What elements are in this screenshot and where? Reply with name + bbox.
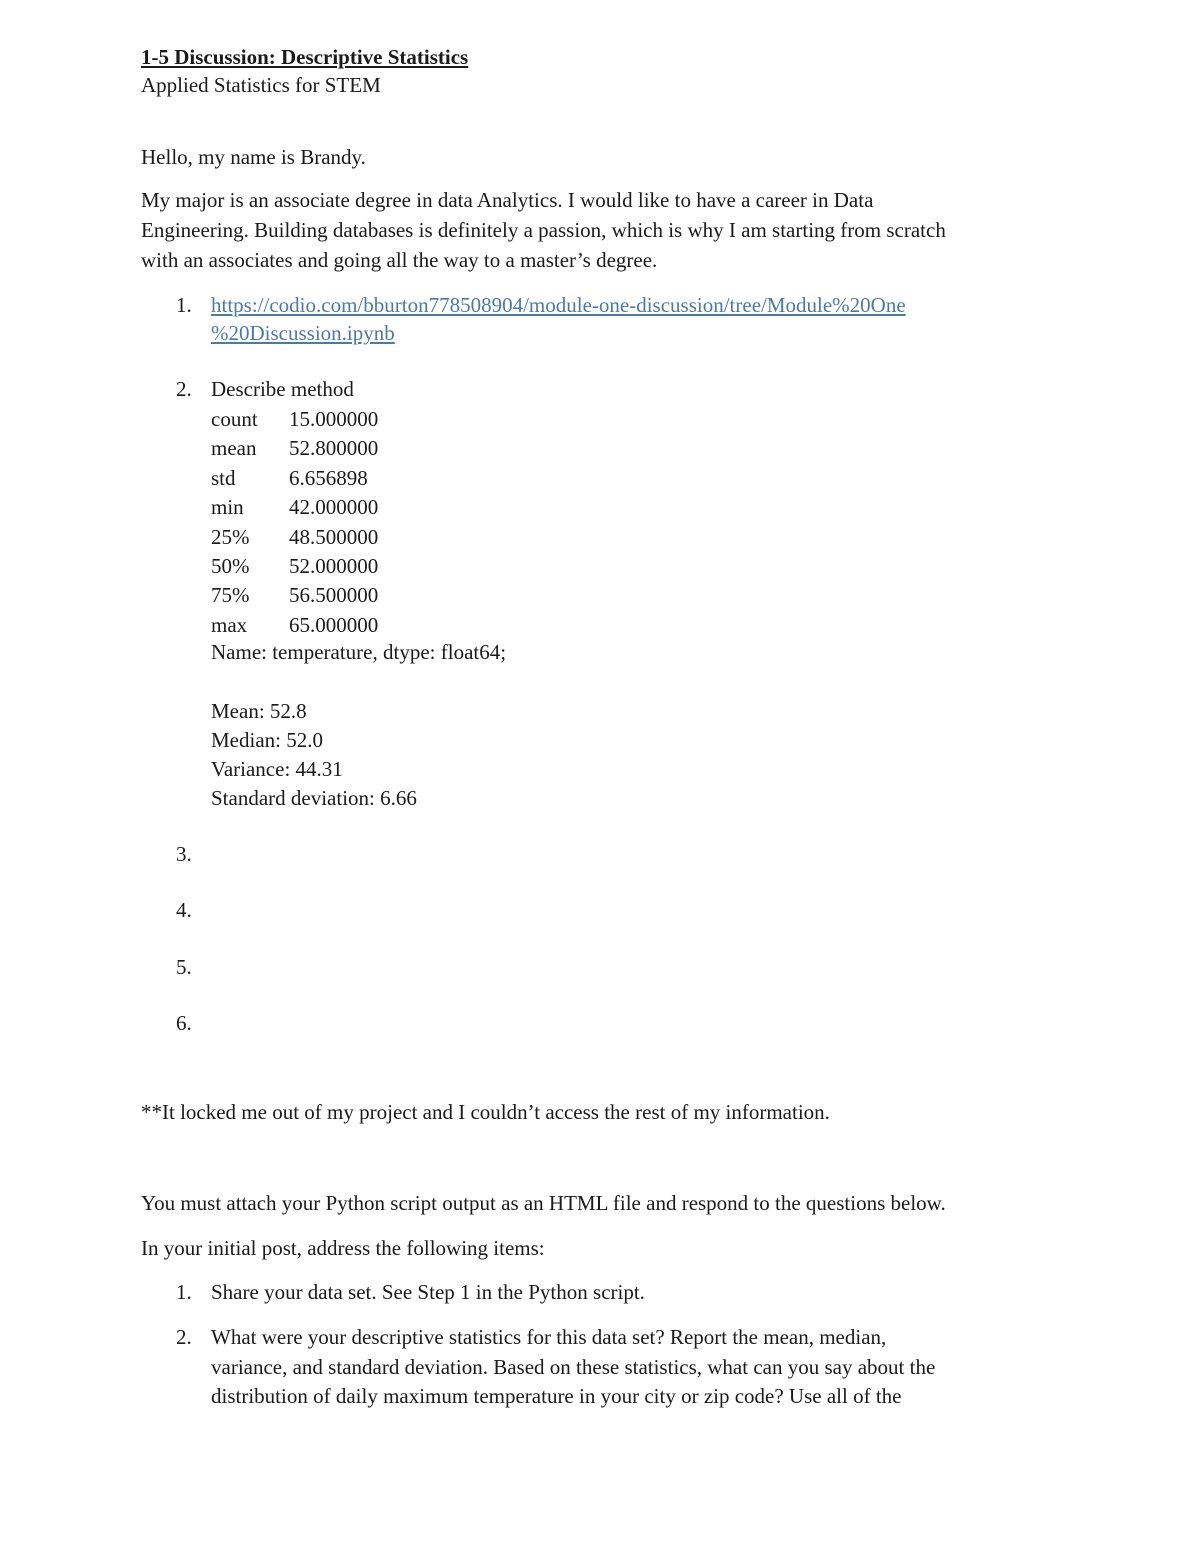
bio-line-3: with an associates and going all the way to a master’s degree.: [141, 248, 658, 272]
instruction-number-1: 1.: [176, 1280, 192, 1304]
document-title: 1-5 Discussion: Descriptive Statistics: [141, 45, 469, 69]
stat-key: std: [211, 466, 236, 490]
stat-value: 56.500000: [289, 583, 379, 607]
instruction-item-2-line-3: distribution of daily maximum temperature in your city or zip code? Use all of the: [211, 1384, 902, 1408]
lockout-note: **It locked me out of my project and I couldn’t access the rest of my information.: [141, 1100, 830, 1124]
stat-key: 75%: [211, 583, 250, 607]
stat-key: mean: [211, 436, 257, 460]
notebook-link[interactable]: [211, 295, 906, 316]
instructions-line-1: You must attach your Python script output as an HTML file and respond to the questions below.: [141, 1191, 946, 1215]
instruction-item-2-line-2: variance, and standard deviation. Based on these statistics, what can you say about the: [211, 1355, 936, 1379]
stat-value: 6.656898: [289, 466, 368, 490]
variance-line: Variance: 44.31: [211, 757, 343, 781]
stat-row: [211, 409, 378, 430]
stat-value: 48.500000: [289, 525, 379, 549]
stat-row: [211, 468, 368, 489]
greeting-text: Hello, my name is Brandy.: [141, 145, 366, 169]
stat-key: 25%: [211, 525, 250, 549]
list-number-3: 3.: [176, 842, 192, 866]
list-number-6: 6.: [176, 1011, 192, 1035]
stat-value: 52.000000: [289, 554, 379, 578]
stat-row: [211, 615, 378, 636]
stat-key: 50%: [211, 554, 250, 578]
describe-heading: Describe method: [211, 377, 354, 401]
notebook-link-line-1[interactable]: https://codio.com/bburton778508904/module-one-discussion/tree/Module%20One: [211, 293, 906, 317]
stat-row: [211, 585, 378, 606]
instruction-number-2: 2.: [176, 1325, 192, 1349]
stat-key: min: [211, 495, 244, 519]
list-number-5: 5.: [176, 955, 192, 979]
stat-row: [211, 527, 378, 548]
notebook-link-line-2[interactable]: %20Discussion.ipynb: [211, 321, 395, 345]
stat-row: [211, 438, 378, 459]
median-line: Median: 52.0: [211, 728, 323, 752]
list-number-1: 1.: [176, 293, 192, 317]
stat-value: 15.000000: [289, 407, 379, 431]
instruction-item-1: Share your data set. See Step 1 in the Python script.: [211, 1280, 645, 1304]
stat-row: [211, 497, 378, 518]
list-number-2: 2.: [176, 377, 192, 401]
dtype-line: Name: temperature, dtype: float64;: [211, 640, 507, 664]
stddev-line: Standard deviation: 6.66: [211, 786, 417, 810]
stat-key: count: [211, 407, 258, 431]
stat-row: [211, 556, 378, 577]
stat-value: 52.800000: [289, 436, 379, 460]
list-number-4: 4.: [176, 898, 192, 922]
bio-line-2: Engineering. Building databases is definitely a passion, which is why I am starting from scratch: [141, 218, 946, 242]
stat-key: max: [211, 613, 248, 637]
stat-value: 42.000000: [289, 495, 379, 519]
bio-line-1: My major is an associate degree in data Analytics. I would like to have a career in Data: [141, 188, 874, 212]
instructions-line-2: In your initial post, address the following items:: [141, 1236, 545, 1260]
stat-value: 65.000000: [289, 613, 379, 637]
document-subtitle: Applied Statistics for STEM: [141, 73, 381, 97]
notebook-link-cont[interactable]: [211, 323, 395, 344]
instruction-item-2-line-1: What were your descriptive statistics for this data set? Report the mean, median,: [211, 1325, 887, 1349]
mean-line: Mean: 52.8: [211, 699, 307, 723]
